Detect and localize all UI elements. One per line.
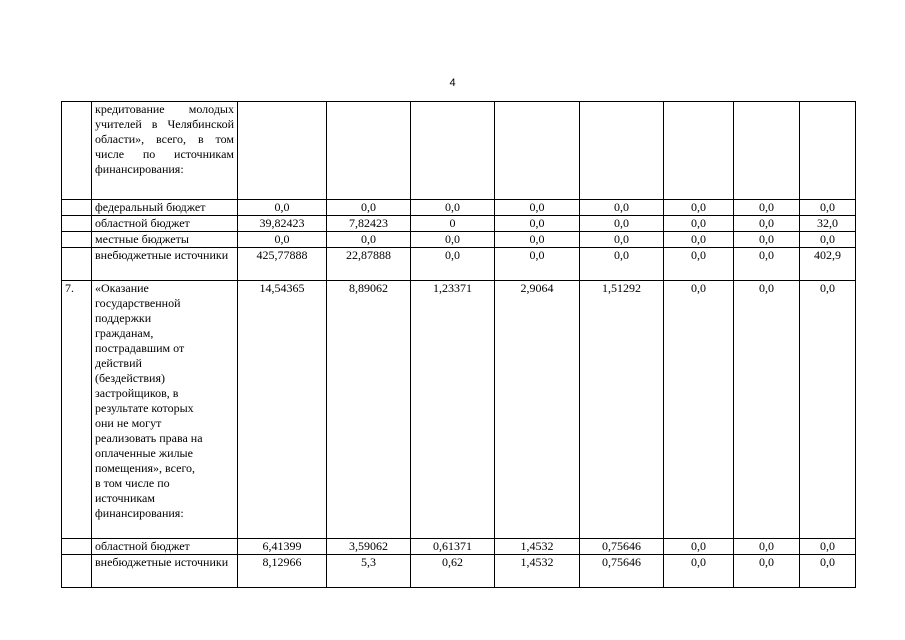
row-number: 7. (62, 281, 92, 539)
cell-value: 0,0 (664, 555, 734, 588)
cell-value: 0,0 (495, 232, 580, 248)
cell-value: 0,0 (411, 232, 495, 248)
row-label: областной бюджет (92, 216, 238, 232)
cell-value: 0,75646 (580, 555, 664, 588)
row-label: областной бюджет (92, 539, 238, 555)
row-number (62, 216, 92, 232)
page-number: 4 (449, 77, 456, 89)
cell-value: 1,51292 (580, 281, 664, 539)
table-row (62, 232, 856, 248)
cell-value (495, 102, 580, 200)
cell-value: 5,3 (327, 555, 411, 588)
cell-value: 0,0 (734, 200, 800, 216)
cell-value: 32,0 (800, 216, 856, 232)
table-row (62, 555, 856, 588)
cell-value: 8,89062 (327, 281, 411, 539)
cell-value: 0,0 (327, 232, 411, 248)
row-number (62, 232, 92, 248)
row-label: местные бюджеты (92, 232, 238, 248)
cell-value: 425,77888 (238, 248, 327, 281)
cell-value: 0,0 (664, 539, 734, 555)
cell-value: 1,23371 (411, 281, 495, 539)
cell-value: 0,0 (327, 200, 411, 216)
cell-value (411, 102, 495, 200)
row-label: внебюджетные источники (92, 555, 238, 588)
row-number (62, 555, 92, 588)
cell-value (664, 102, 734, 200)
cell-value: 6,41399 (238, 539, 327, 555)
cell-value (580, 102, 664, 200)
cell-value: 0,0 (664, 232, 734, 248)
cell-value: 0,0 (238, 232, 327, 248)
row-label: федеральный бюджет (92, 200, 238, 216)
cell-value: 1,4532 (495, 539, 580, 555)
row-label: кредитование молодых учителей в Челябинской области», всего, в том числе по источникам финансирования: (92, 102, 238, 200)
cell-value: 0,0 (734, 555, 800, 588)
cell-value: 0,0 (664, 216, 734, 232)
cell-value: 0,62 (411, 555, 495, 588)
cell-value: 0,0 (238, 200, 327, 216)
cell-value (800, 102, 856, 200)
cell-value: 0,61371 (411, 539, 495, 555)
row-label: «Оказание государственной поддержки гражданам, пострадавшим от действий (бездействия) застройщиков, в результате которых они не могут реализовать права на оплаченные жилые помещения», всего, в том числе по источникам финансирования: (92, 281, 238, 539)
cell-value: 0,0 (734, 232, 800, 248)
cell-value: 0,0 (664, 200, 734, 216)
cell-value: 0,0 (411, 248, 495, 281)
cell-value: 0,0 (580, 248, 664, 281)
row-number (62, 248, 92, 281)
cell-value: 0,75646 (580, 539, 664, 555)
cell-value (734, 102, 800, 200)
table-row (62, 248, 856, 281)
cell-value: 3,59062 (327, 539, 411, 555)
table-row (62, 281, 856, 539)
cell-value: 402,9 (800, 248, 856, 281)
cell-value: 7,82423 (327, 216, 411, 232)
cell-value: 39,82423 (238, 216, 327, 232)
cell-value: 0,0 (664, 248, 734, 281)
cell-value: 0,0 (800, 281, 856, 539)
cell-value: 0,0 (800, 232, 856, 248)
cell-value: 0,0 (800, 200, 856, 216)
cell-value: 0,0 (495, 216, 580, 232)
cell-value: 0,0 (495, 200, 580, 216)
cell-value: 0,0 (580, 200, 664, 216)
row-number (62, 200, 92, 216)
cell-value: 0 (411, 216, 495, 232)
cell-value: 0,0 (734, 248, 800, 281)
cell-value: 0,0 (495, 248, 580, 281)
cell-value: 0,0 (664, 281, 734, 539)
cell-value: 0,0 (800, 555, 856, 588)
row-number (62, 102, 92, 200)
cell-value (238, 102, 327, 200)
table-row (62, 102, 856, 200)
row-label: внебюджетные источники (92, 248, 238, 281)
cell-value (327, 102, 411, 200)
cell-value: 0,0 (800, 539, 856, 555)
cell-value: 2,9064 (495, 281, 580, 539)
table-row (62, 539, 856, 555)
cell-value: 0,0 (734, 216, 800, 232)
budget-table (61, 101, 856, 588)
cell-value: 0,0 (411, 200, 495, 216)
cell-value: 0,0 (734, 539, 800, 555)
cell-value: 1,4532 (495, 555, 580, 588)
cell-value: 0,0 (734, 281, 800, 539)
cell-value: 14,54365 (238, 281, 327, 539)
cell-value: 0,0 (580, 232, 664, 248)
cell-value: 0,0 (580, 216, 664, 232)
cell-value: 8,12966 (238, 555, 327, 588)
table-row (62, 200, 856, 216)
cell-value: 22,87888 (327, 248, 411, 281)
table-row (62, 216, 856, 232)
row-number (62, 539, 92, 555)
